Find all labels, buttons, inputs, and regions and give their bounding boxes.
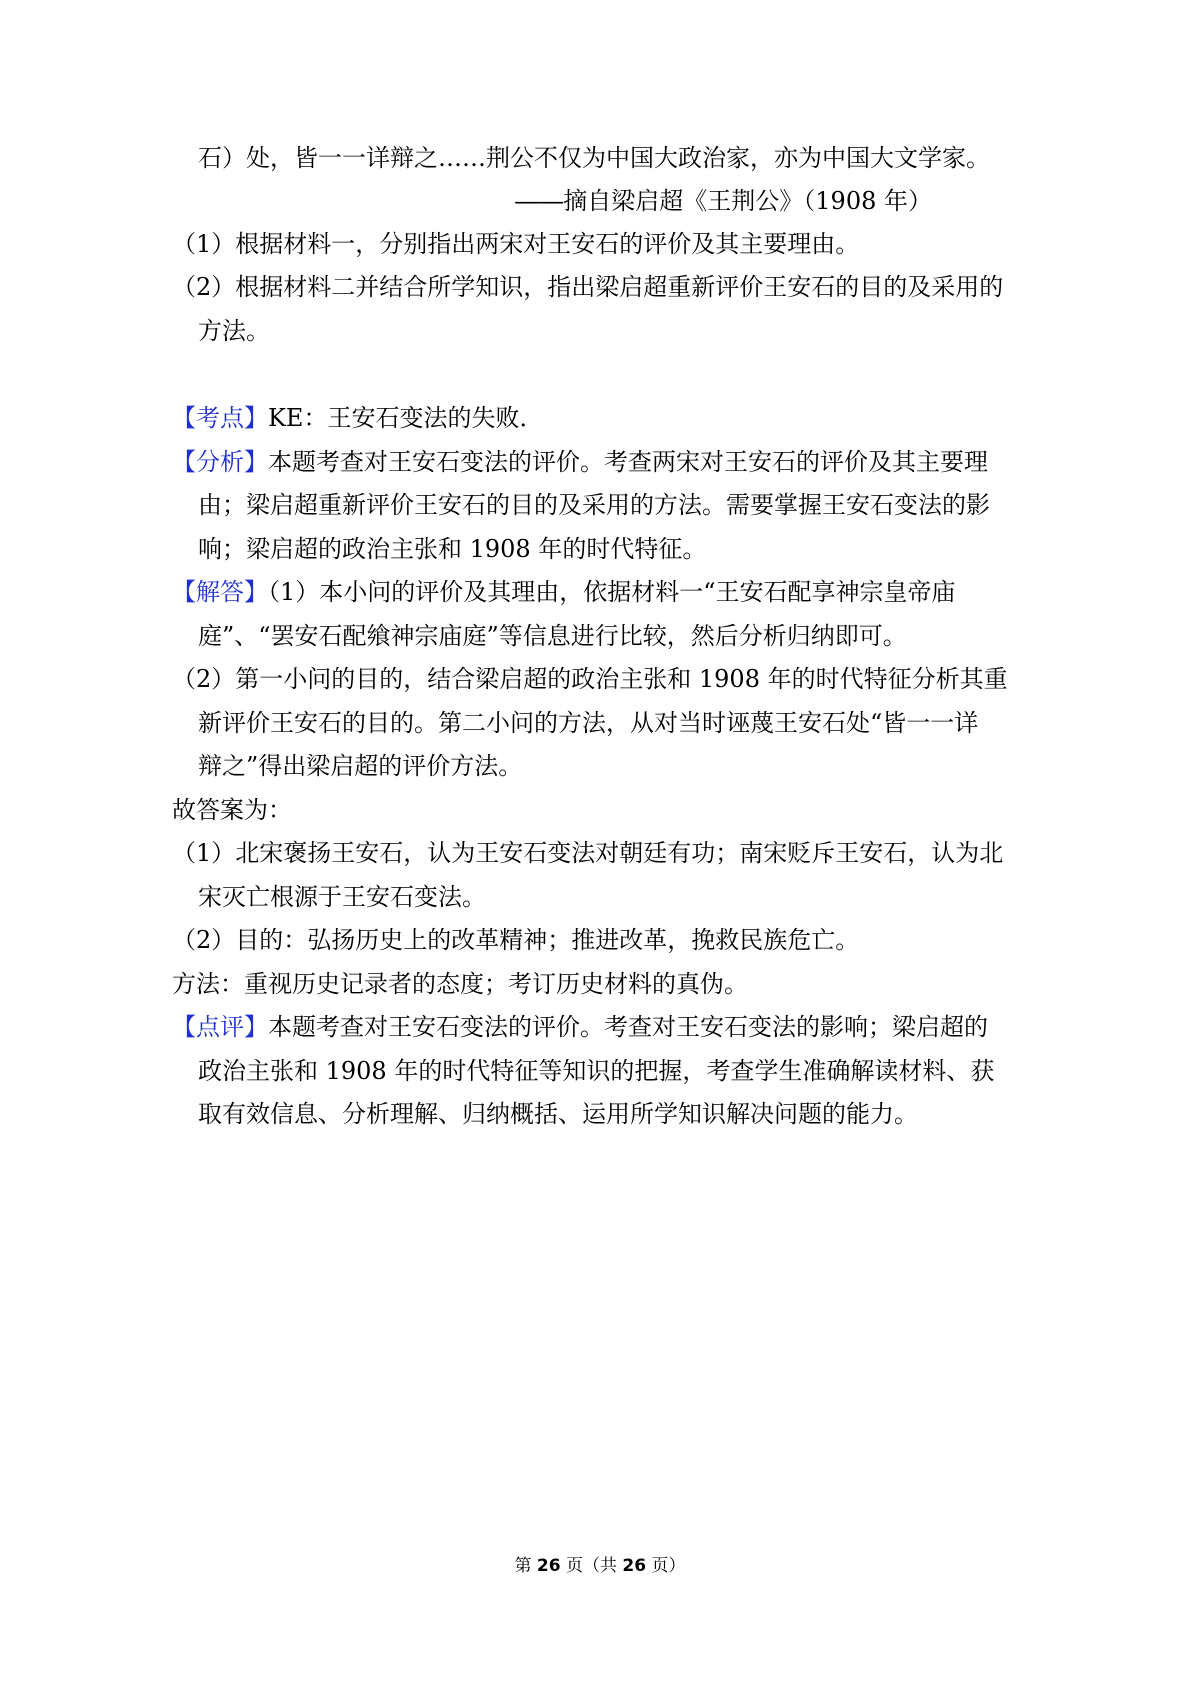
kaodian-text: KE：王安石变法的失败． <box>268 404 544 432</box>
jieda-line-2: 庭”、“罢安石配飨神宗庙庭”等信息进行比较，然后分析归纳即可。 <box>198 622 907 650</box>
kaodian-tag: 【考点】 <box>172 404 268 432</box>
footer-prefix: 第 <box>514 1556 537 1576</box>
answer-heading: 故答案为： <box>172 796 292 824</box>
jieda-tag: 【解答】 <box>172 578 268 606</box>
question-1: （1）根据材料一，分别指出两宋对王安石的评价及其主要理由。 <box>172 230 860 258</box>
answer-1-line-2: 宋灭亡根源于王安石变法。 <box>198 883 486 911</box>
dianping-text: 本题考查对王安石变法的评价。考查对王安石变法的影响；梁启超的 <box>268 1013 988 1041</box>
footer-middle: 页（共 <box>560 1556 623 1576</box>
footer-suffix: 页） <box>646 1556 686 1576</box>
fenxi-tag: 【分析】 <box>172 448 268 476</box>
answer-1-line-1: （1）北宋褒扬王安石，认为王安石变法对朝廷有功；南宋贬斥王安石，认为北 <box>172 839 1004 867</box>
kaodian-section <box>172 403 543 433</box>
jieda-p2-line-1: （2）第一小问的目的，结合梁启超的政治主张和 1908 年的时代特征分析其重 <box>172 665 1008 693</box>
jieda-p2-line-3: 辩之”得出梁启超的评价方法。 <box>198 752 523 780</box>
fenxi-text: 本题考查对王安石变法的评价。考查两宋对王安石的评价及其主要理 <box>268 448 988 476</box>
passage-line: 石）处，皆一一详辩之……荆公不仅为中国大政治家，亦为中国大文学家。 <box>198 144 990 172</box>
answer-2: （2）目的：弘扬历史上的改革精神；推进改革，挽救民族危亡。 <box>172 926 860 954</box>
passage-source: ――摘自梁启超《王荆公》（1908 年） <box>515 187 932 215</box>
question-2-line-2: 方法。 <box>198 317 270 345</box>
jieda-p2-line-2: 新评价王安石的目的。第二小问的方法，从对当时诬蔑王安石处“皆一一详 <box>198 709 979 737</box>
dianping-line-3: 取有效信息、分析理解、归纳概括、运用所学知识解决问题的能力。 <box>198 1100 918 1128</box>
dianping-tag: 【点评】 <box>172 1013 268 1041</box>
footer-total-pages: 26 <box>622 1556 647 1576</box>
fenxi-line-3: 响；梁启超的政治主张和 1908 年的时代特征。 <box>198 535 707 563</box>
jieda-line-1 <box>172 577 956 607</box>
page-footer <box>0 1555 1200 1577</box>
answer-3: 方法：重视历史记录者的态度；考订历史材料的真伪。 <box>172 970 748 998</box>
fenxi-line-1 <box>172 447 988 477</box>
footer-page-number: 26 <box>536 1556 561 1576</box>
dianping-line-1 <box>172 1012 988 1042</box>
dianping-line-2: 政治主张和 1908 年的时代特征等知识的把握，考查学生准确解读材料、获 <box>198 1057 995 1085</box>
jieda-text: （1）本小问的评价及其理由，依据材料一“王安石配享神宗皇帝庙 <box>268 578 956 606</box>
question-2-line-1: （2）根据材料二并结合所学知识，指出梁启超重新评价王安石的目的及采用的 <box>172 273 1004 301</box>
fenxi-line-2: 由；梁启超重新评价王安石的目的及采用的方法。需要掌握王安石变法的影 <box>198 491 990 519</box>
